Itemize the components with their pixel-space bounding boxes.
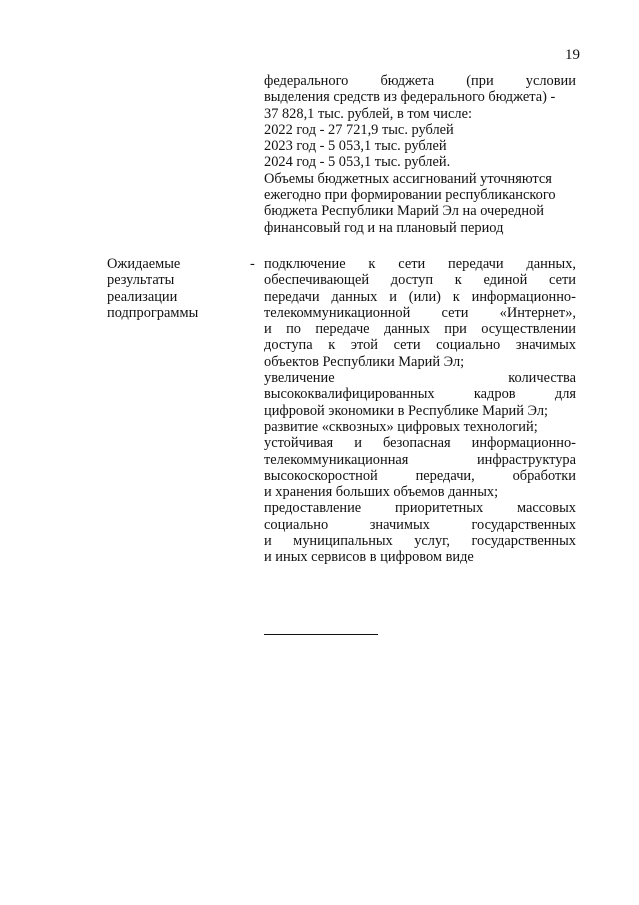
text-line bbox=[264, 386, 576, 402]
word: для bbox=[554, 386, 576, 403]
word: безопасная bbox=[382, 435, 451, 452]
word: бюджета bbox=[380, 73, 435, 89]
word: высокоскоростной bbox=[264, 467, 378, 484]
word: 2023 год - 5 053,1 тыс. рублей bbox=[264, 138, 447, 155]
text-line bbox=[264, 403, 576, 419]
word: 2024 год - 5 053,1 тыс. рублей. bbox=[264, 154, 451, 171]
word: единой bbox=[483, 272, 528, 289]
word: телекоммуникационная bbox=[264, 451, 409, 468]
label-line: подпрограммы bbox=[107, 304, 199, 321]
word: высококвалифицированных bbox=[264, 386, 435, 403]
word: к bbox=[368, 256, 376, 272]
text-line bbox=[264, 89, 576, 105]
text-line bbox=[264, 484, 576, 500]
text-line bbox=[264, 419, 576, 435]
word: государственных bbox=[471, 533, 576, 550]
word: передачи, bbox=[415, 467, 475, 484]
text-line bbox=[264, 533, 576, 549]
word: 37 828,1 тыс. рублей, в том числе: bbox=[264, 105, 472, 122]
word: и иных сервисов в цифровом виде bbox=[264, 549, 474, 566]
word: и bbox=[354, 435, 362, 452]
text-line bbox=[264, 468, 576, 484]
word: (или) bbox=[408, 288, 441, 305]
funding-text-block bbox=[264, 73, 576, 236]
word: 2022 год - 27 721,9 тыс. рублей bbox=[264, 121, 454, 138]
word: и bbox=[264, 321, 272, 338]
text-line bbox=[264, 549, 576, 565]
word: (при bbox=[466, 73, 494, 89]
text-line bbox=[264, 171, 576, 187]
word: условии bbox=[525, 73, 576, 89]
text-line bbox=[264, 370, 576, 386]
word: и bbox=[264, 533, 272, 550]
text-line bbox=[264, 452, 576, 468]
text-line bbox=[264, 138, 576, 154]
text-line bbox=[264, 517, 576, 533]
text-line bbox=[264, 337, 576, 353]
word: к bbox=[328, 337, 336, 354]
word: государственных bbox=[471, 516, 576, 533]
label-line: Ожидаемые bbox=[107, 256, 181, 272]
footnote-rule bbox=[264, 634, 378, 635]
word: значимых bbox=[369, 516, 430, 533]
text-line bbox=[264, 256, 576, 272]
word: подключение bbox=[264, 256, 346, 272]
word: устойчивая bbox=[264, 435, 334, 452]
word: передачи bbox=[448, 256, 504, 272]
word: информационно- bbox=[471, 435, 576, 452]
text-line bbox=[264, 321, 576, 337]
word: доступ bbox=[390, 272, 434, 289]
word: данных, bbox=[526, 256, 576, 272]
word: цифровой экономики в Республике Марий Эл; bbox=[264, 402, 549, 419]
text-line bbox=[264, 187, 576, 203]
word: выделения средств из федерального бюджета) - bbox=[264, 89, 556, 106]
word: сети bbox=[393, 337, 421, 354]
word: осуществлении bbox=[481, 321, 576, 338]
word: и bbox=[389, 288, 397, 305]
word: массовых bbox=[516, 500, 576, 517]
text-line bbox=[264, 203, 576, 219]
label-line: реализации bbox=[107, 288, 178, 305]
word: развитие «сквозных» цифровых технологий; bbox=[264, 418, 538, 435]
word: федерального bbox=[264, 73, 349, 89]
text-line bbox=[264, 500, 576, 516]
word: данных bbox=[383, 321, 430, 338]
word: ежегодно при формировании республиканского bbox=[264, 187, 556, 204]
word: социально bbox=[436, 337, 501, 354]
word: инфраструктура bbox=[476, 451, 576, 468]
word: предоставление bbox=[264, 500, 362, 517]
expected-results-label bbox=[107, 256, 247, 321]
page-number: 19 bbox=[565, 47, 580, 63]
word: этой bbox=[350, 337, 378, 354]
text-line bbox=[264, 106, 576, 122]
word: увеличение bbox=[264, 370, 335, 387]
text-line bbox=[264, 122, 576, 138]
word: сети bbox=[441, 304, 469, 321]
word: к bbox=[454, 272, 462, 289]
text-line bbox=[264, 305, 576, 321]
word: обработки bbox=[512, 467, 576, 484]
word: передаче bbox=[315, 321, 370, 338]
word: «Интернет», bbox=[499, 304, 576, 321]
word: по bbox=[286, 321, 301, 338]
word: обеспечивающей bbox=[264, 272, 370, 289]
word: сети bbox=[549, 272, 576, 289]
word: значимых bbox=[515, 337, 576, 354]
word: кадров bbox=[473, 386, 516, 403]
word: к bbox=[452, 288, 460, 305]
word: муниципальных bbox=[293, 533, 393, 550]
text-line bbox=[264, 289, 576, 305]
text-line bbox=[264, 73, 576, 89]
text-line bbox=[264, 154, 576, 170]
word: бюджета Республики Марий Эл на очередной bbox=[264, 203, 544, 220]
word: при bbox=[444, 321, 467, 338]
text-line bbox=[264, 435, 576, 451]
word: социально bbox=[264, 516, 329, 533]
word: количества bbox=[508, 370, 576, 387]
row-dash: - bbox=[250, 256, 255, 272]
word: доступа bbox=[264, 337, 313, 354]
word: данных bbox=[331, 288, 378, 305]
text-line bbox=[264, 220, 576, 236]
word: финансовый год и на плановый период bbox=[264, 219, 504, 236]
word: услуг, bbox=[414, 533, 451, 550]
word: информационно- bbox=[471, 288, 576, 305]
word: и хранения больших объемов данных; bbox=[264, 484, 499, 501]
word: телекоммуникационной bbox=[264, 304, 411, 321]
word: приоритетных bbox=[394, 500, 484, 517]
text-line bbox=[264, 354, 576, 370]
word: Объемы бюджетных ассигнований уточняются bbox=[264, 170, 552, 187]
expected-results-text-block bbox=[264, 256, 576, 566]
word: объектов Республики Марий Эл; bbox=[264, 353, 465, 370]
word: сети bbox=[398, 256, 426, 272]
label-line: результаты bbox=[107, 272, 175, 289]
text-line bbox=[264, 272, 576, 288]
word: передачи bbox=[264, 288, 320, 305]
